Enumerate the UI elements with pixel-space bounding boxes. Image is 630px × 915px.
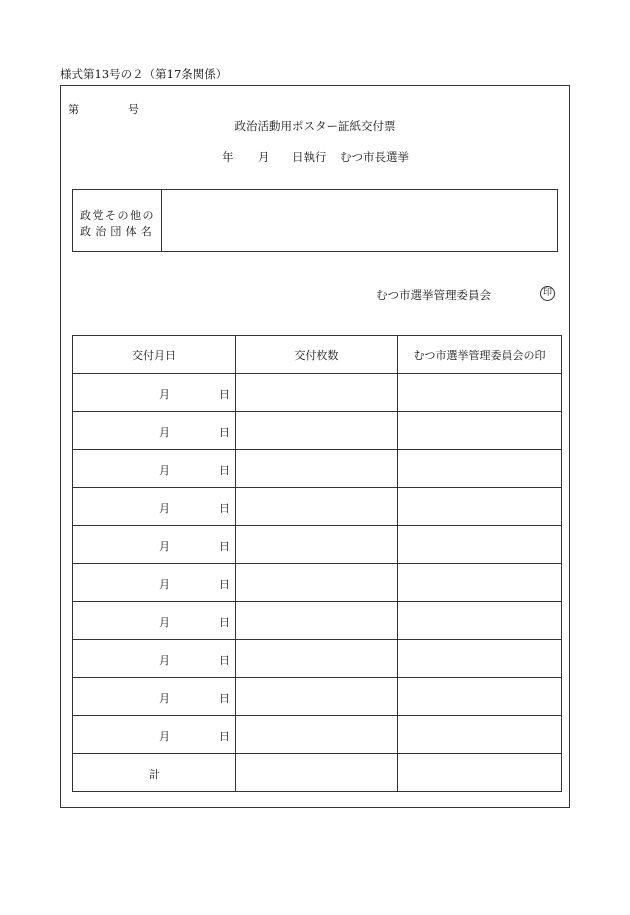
day-label: 日 xyxy=(219,540,230,553)
month-label: 月 xyxy=(159,692,170,705)
date-cell[interactable] xyxy=(73,678,236,716)
number-suffix: 号 xyxy=(128,103,139,116)
party-name-label-cell xyxy=(73,190,162,251)
date-cell[interactable] xyxy=(73,640,236,678)
date-cell[interactable] xyxy=(73,488,236,526)
date-month-label: 月 xyxy=(258,150,270,164)
date-cell[interactable] xyxy=(73,602,236,640)
committee-name: むつ市選挙管理委員会 xyxy=(376,288,491,302)
table-header-row xyxy=(73,336,562,374)
count-cell[interactable] xyxy=(236,564,398,602)
day-label: 日 xyxy=(219,654,230,667)
table-row xyxy=(73,374,562,412)
count-cell[interactable] xyxy=(236,526,398,564)
table-row xyxy=(73,450,562,488)
table-row xyxy=(73,564,562,602)
day-label: 日 xyxy=(219,426,230,439)
count-cell[interactable] xyxy=(236,450,398,488)
count-cell[interactable] xyxy=(236,602,398,640)
date-cell[interactable] xyxy=(73,564,236,602)
date-execution-label: 日執行 xyxy=(292,150,327,164)
date-cell[interactable] xyxy=(73,716,236,754)
month-label: 月 xyxy=(159,426,170,439)
seal-cell[interactable] xyxy=(398,640,562,678)
month-label: 月 xyxy=(159,654,170,667)
seal-cell[interactable] xyxy=(398,716,562,754)
seal-cell[interactable] xyxy=(398,412,562,450)
seal-mark-icon: 印 xyxy=(540,286,555,301)
month-label: 月 xyxy=(159,388,170,401)
day-label: 日 xyxy=(219,388,230,401)
total-label-cell xyxy=(73,754,236,792)
table-row xyxy=(73,488,562,526)
total-seal-cell[interactable] xyxy=(398,754,562,792)
month-label: 月 xyxy=(159,616,170,629)
document-title: 政治活動用ポスター証紙交付票 xyxy=(234,119,396,133)
election-name: むつ市長選挙 xyxy=(340,150,409,164)
seal-cell[interactable] xyxy=(398,450,562,488)
issuance-ledger-table xyxy=(72,335,562,792)
table-row xyxy=(73,678,562,716)
table-row xyxy=(73,412,562,450)
table-row xyxy=(73,526,562,564)
seal-cell[interactable] xyxy=(398,488,562,526)
date-cell[interactable] xyxy=(73,526,236,564)
month-label: 月 xyxy=(159,730,170,743)
total-label: 計 xyxy=(149,768,160,781)
total-count-cell[interactable] xyxy=(236,754,398,792)
month-label: 月 xyxy=(159,502,170,515)
day-label: 日 xyxy=(219,616,230,629)
day-label: 日 xyxy=(219,578,230,591)
column-header-count: 交付枚数 xyxy=(236,336,398,374)
column-header-seal: むつ市選挙管理委員会の印 xyxy=(398,336,562,374)
seal-cell[interactable] xyxy=(398,526,562,564)
table-row xyxy=(73,640,562,678)
seal-cell[interactable] xyxy=(398,678,562,716)
month-label: 月 xyxy=(159,540,170,553)
count-cell[interactable] xyxy=(236,412,398,450)
date-year-label: 年 xyxy=(222,150,234,164)
party-name-box xyxy=(72,189,558,252)
month-label: 月 xyxy=(159,578,170,591)
date-cell[interactable] xyxy=(73,412,236,450)
column-header-date: 交付月日 xyxy=(73,336,236,374)
month-label: 月 xyxy=(159,464,170,477)
count-cell[interactable] xyxy=(236,374,398,412)
number-prefix: 第 xyxy=(68,103,79,116)
party-label-line2: 政治団体名 xyxy=(80,225,156,238)
day-label: 日 xyxy=(219,692,230,705)
count-cell[interactable] xyxy=(236,678,398,716)
seal-cell[interactable] xyxy=(398,564,562,602)
seal-cell[interactable] xyxy=(398,602,562,640)
table-row xyxy=(73,602,562,640)
day-label: 日 xyxy=(219,502,230,515)
count-cell[interactable] xyxy=(236,640,398,678)
table-row xyxy=(73,716,562,754)
count-cell[interactable] xyxy=(236,716,398,754)
party-label-line1: 政党その他の xyxy=(80,209,155,222)
date-cell[interactable] xyxy=(73,374,236,412)
form-number-label: 様式第13号の２（第17条関係） xyxy=(60,67,228,81)
count-cell[interactable] xyxy=(236,488,398,526)
day-label: 日 xyxy=(219,730,230,743)
day-label: 日 xyxy=(219,464,230,477)
date-cell[interactable] xyxy=(73,450,236,488)
total-row xyxy=(73,754,562,792)
seal-cell[interactable] xyxy=(398,374,562,412)
